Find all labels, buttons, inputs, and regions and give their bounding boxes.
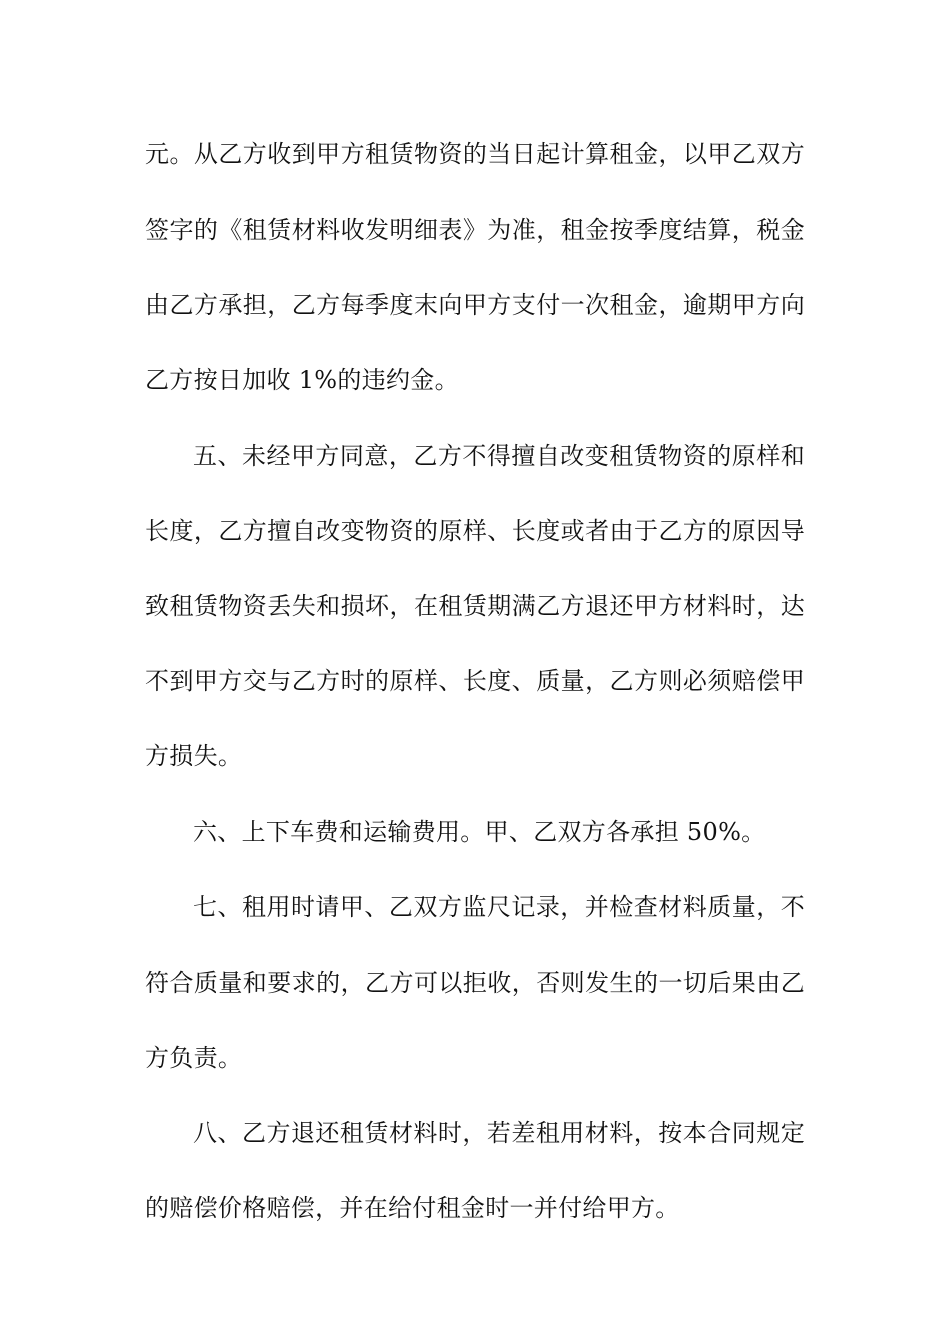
clause-eight-first-line: 八、乙方退还租赁材料时，若差租用材料，按本合同规定 [193, 1119, 805, 1147]
text-line: 乙方按日加收 1%的违约金。 [145, 366, 459, 394]
clause-five-first-line: 五、未经甲方同意，乙方不得擅自改变租赁物资的原样和 [193, 442, 805, 470]
text-line: 元。从乙方收到甲方租赁物资的当日起计算租金，以甲乙双方 [145, 140, 805, 168]
text-line: 的赔偿价格赔偿，并在给付租金时一并付给甲方。 [145, 1194, 680, 1222]
text-line: 致租赁物资丢失和损坏，在租赁期满乙方退还甲方材料时，达 [145, 592, 805, 620]
text-line: 签字的《租赁材料收发明细表》为准，租金按季度结算，税金 [145, 216, 805, 244]
text-line: 长度，乙方擅自改变物资的原样、长度或者由于乙方的原因导 [145, 517, 805, 545]
clause-six-line: 六、上下车费和运输费用。甲、乙双方各承担 50%。 [193, 818, 766, 846]
text-line: 不到甲方交与乙方时的原样、长度、质量，乙方则必须赔偿甲 [145, 667, 805, 695]
clause-seven-first-line: 七、租用时请甲、乙双方监尺记录，并检查材料质量，不 [193, 893, 805, 921]
text-line: 方负责。 [145, 1044, 243, 1072]
text-line: 符合质量和要求的，乙方可以拒收，否则发生的一切后果由乙 [145, 969, 805, 997]
text-line: 方损失。 [145, 742, 243, 770]
text-line: 由乙方承担，乙方每季度末向甲方支付一次租金，逾期甲方向 [145, 291, 805, 319]
